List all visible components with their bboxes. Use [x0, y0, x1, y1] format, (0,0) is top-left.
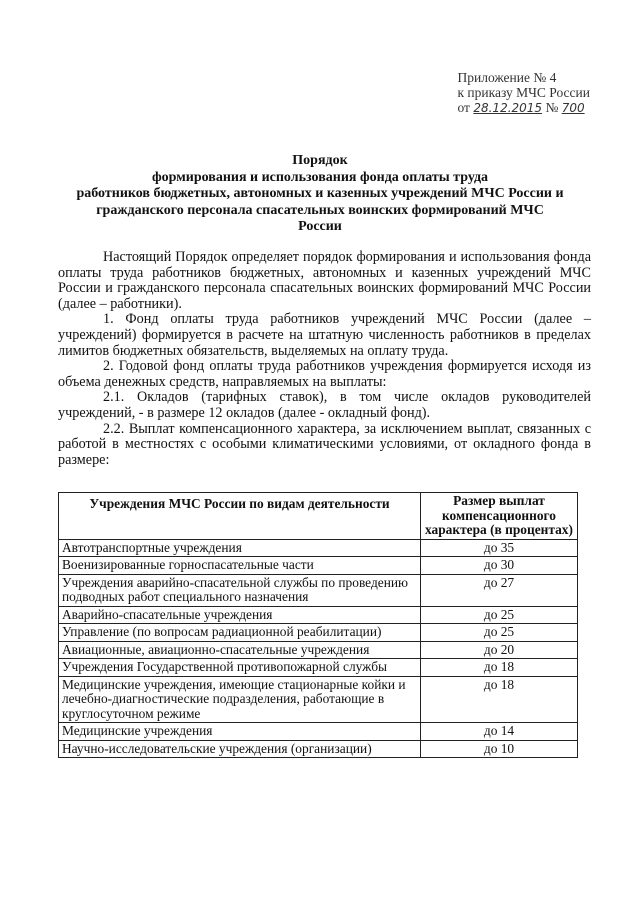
document-body: [58, 250, 591, 468]
row-institution: Авиационные, авиационно-спасательные учреждения: [59, 641, 421, 659]
row-institution: Аварийно-спасательные учреждения: [59, 606, 421, 624]
paragraph-2: 2. Годовой фонд оплаты труда работников учреждения формируется исходя из объема денежных средств, направляемых на выплаты:: [58, 358, 591, 390]
row-institution: Учреждения Государственной противопожарной службы: [59, 659, 421, 677]
row-institution: Военизированные горноспасательные части: [59, 557, 421, 575]
row-percent: до 27: [421, 574, 578, 606]
table-row: [59, 624, 578, 642]
order-number: 700: [561, 101, 585, 115]
row-percent: до 30: [421, 557, 578, 575]
row-percent: до 14: [421, 723, 578, 741]
document-title: [50, 153, 590, 236]
row-institution: Учреждения аварийно-спасательной службы по проведению подводных работ специального назначения: [59, 574, 421, 606]
paragraph-1: 1. Фонд оплаты труда работников учреждений МЧС России (далее – учреждений) формируется в расчете на штатную численность работников в пределах лимитов бюджетных обязательств, выделяемых на оплату труда.: [58, 311, 591, 359]
title-line-4: гражданского персонала спасательных воинских формирований МЧС: [96, 202, 544, 218]
table-row: [59, 606, 578, 624]
order-reference: к приказу МЧС России: [457, 85, 590, 100]
paragraph-2-2: 2.2. Выплат компенсационного характера, за исключением выплат, связанных с работой в местностях с особыми климатическими условиями, от окладного фонда в размере:: [58, 420, 591, 468]
table-row: [59, 723, 578, 741]
paragraph-intro: Настоящий Порядок определяет порядок формирования и использования фонда оплаты труда работников бюджетных, автономных и казенных учреждений МЧС России и гражданского персонала спасательных воинских формирований МЧС России (далее – работники).: [58, 249, 591, 312]
row-percent: до 18: [421, 659, 578, 677]
number-prefix: №: [545, 100, 559, 115]
column-header-institutions: Учреждения МЧС России по видам деятельности: [59, 493, 421, 540]
title-line-2: формирования и использования фонда оплаты труда: [151, 169, 489, 185]
row-percent: до 20: [421, 641, 578, 659]
column-header-payment-size: Размер выплат компенсационного характера (в процентах): [421, 493, 578, 540]
compensation-table: [58, 492, 578, 758]
table-row: [59, 676, 578, 723]
row-percent: до 25: [421, 606, 578, 624]
date-prefix: от: [457, 100, 470, 115]
appendix-number: Приложение № 4: [457, 70, 557, 85]
order-date: 28.12.2015: [473, 101, 543, 115]
table-row: [59, 659, 578, 677]
row-institution: Автотранспортные учреждения: [59, 539, 421, 557]
table-row: [59, 539, 578, 557]
title-line-3: работников бюджетных, автономных и казенных учреждений МЧС России и: [76, 186, 564, 201]
table-row: [59, 557, 578, 575]
row-institution: Медицинские учреждения: [59, 723, 421, 741]
table-row: [59, 740, 578, 758]
order-date-line: [457, 100, 590, 116]
row-institution: Научно-исследовательские учреждения (организации): [59, 740, 421, 758]
table-header-row: [59, 493, 578, 540]
row-percent: до 18: [421, 676, 578, 723]
title-line-5: России: [298, 219, 342, 234]
table-row: [59, 574, 578, 606]
row-institution: Медицинские учреждения, имеющие стационарные койки и лечебно-диагностические подразделения, работающие в круглосуточном режиме: [59, 676, 421, 723]
title-line-1: Порядок: [292, 153, 348, 168]
row-percent: до 25: [421, 624, 578, 642]
table-row: [59, 641, 578, 659]
row-institution: Управление (по вопросам радиационной реабилитации): [59, 624, 421, 642]
paragraph-2-1: 2.1. Окладов (тарифных ставок), в том числе окладов руководителей учреждений, - в размере 12 окладов (далее - окладный фонд).: [58, 389, 591, 421]
row-percent: до 35: [421, 539, 578, 557]
appendix-header: [457, 70, 590, 116]
row-percent: до 10: [421, 740, 578, 758]
